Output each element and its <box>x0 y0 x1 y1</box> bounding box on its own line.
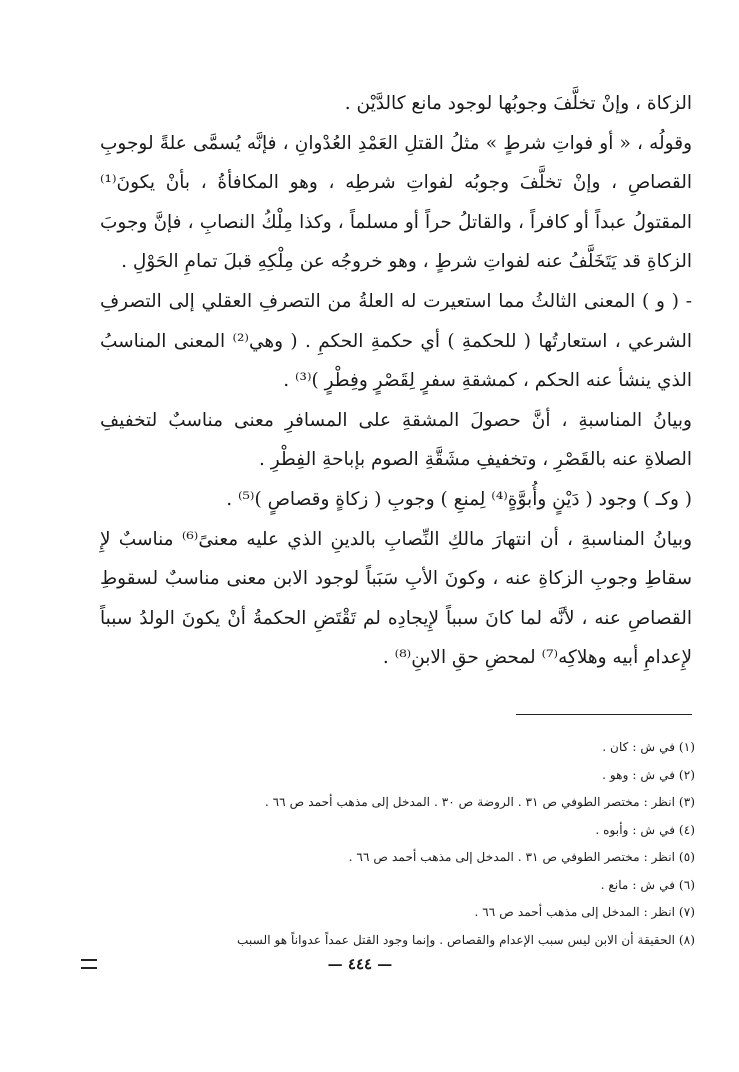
footnotes <box>95 734 695 954</box>
footnote-3: (٣) انظر : مختصر الطوفي ص ٣١ . الروضة ص ٣٠ . المدخل إلى مذهب أحمد ص ٦٦ . <box>264 795 695 809</box>
paragraph-4: وبيانُ المناسبةِ ، أنَّ حصولَ المشقةِ على المسافرِ معنى مناسبٌ لتخفيفِ الصلاةِ عنه بالقَصْرِ ، وتخفيفِ مشَقَّةِ الصوم بإباحةِ الفِطْرِ . <box>100 409 692 471</box>
paragraph-3: - ( و ) المعنى الثالثُ مما استعيرت له العلةُ من التصرفِ العقلي إلى التصرفِ الشرعي ، استعارتُها ( للحكمةِ ) أي حكمةِ الحكمِ . ( وهي⁽²⁾ المعنى المناسبُ الذي ينشأ عنه الحكم ، كمشقةِ سفرٍ لِقَصْرٍ وفِطْرٍ )⁽³⁾ . <box>100 290 693 392</box>
footnote-8: (٨) الحقيقة أن الابن ليس سبب الإعدام والقصاص . وإنما وجود القتل عمداً عدواناً هو السبب <box>236 932 695 947</box>
footnote-6: (٦) في ش : مانع . <box>600 877 695 892</box>
footnote-4: (٤) في ش : وأبوه . <box>595 822 695 837</box>
footnote-7: (٧) انظر : المدخل إلى مذهب أحمد ص ٦٦ . <box>474 905 695 919</box>
footnote-2: (٢) في ش : وهو . <box>602 767 695 782</box>
page-number: — ٤٤٤ — <box>327 955 393 973</box>
footnote-separator <box>516 714 692 715</box>
footnote-5: (٥) انظر : مختصر الطوفي ص ٣١ . المدخل إلى مذهب أحمد ص ٦٦ . <box>348 850 695 864</box>
footnote-1: (١) في ش : كان . <box>602 740 695 754</box>
paragraph-5: ( وكـ ) وجود ( دَيْنٍ وأُبوَّةٍ⁽⁴⁾ لِمنعِ ) وجوبِ ( زكاةٍ وقصاصٍ )⁽⁵⁾ . <box>226 488 692 510</box>
continuation-mark <box>81 959 97 969</box>
paragraph-6: وبيانُ المناسبةِ ، أن انتهارَ مالكِ النِّصابِ بالدينِ الذي عليه معنىً⁽⁶⁾ مناسبٌ لإِ سقاطِ وجوبِ الزكاةِ عنه ، وكونَ الأبِ سَبَباً لوجود الابن معنى مناسبٌ لسقوطِ القصاصِ عنه ، لأنَّه لما كانَ سبباً لإِيجادِه لم تَقْتَضِ الحكمةُ أنْ يكونَ الولدُ سبباً لإِعدامِ أبيه وهلاكِه⁽⁷⁾ لمحضِ حقِ الابنِ⁽⁸⁾ . <box>100 528 692 669</box>
paragraph-1: الزكاة ، وإنْ تخلَّفَ وجوبُها لوجود مانع كالدَّيْن . <box>344 93 692 114</box>
main-text <box>100 84 692 678</box>
paragraph-2: وقولُه ، « أو فواتِ شرطٍ » مثلُ القتلِ العَمْدِ العُدْوانِ ، فإنَّه يُسمَّى علةً لوجوبِ القصاصِ ، وإنْ تخلَّفَ وجوبُه لفواتِ شرطِه ، وهو المكافأةُ ، بأنْ يكونَ⁽¹⁾ المقتولُ عبداً أو كافراً ، والقاتلُ حراً أو مسلماً ، وكذا مِلْكُ النصابِ ، فإنَّ وجوبَ الزكاةِ قد يَتَخَلَّفُ عنه لفواتِ شرطٍ ، وهو خروجُه عن مِلْكِهِ قبلَ تمامِ الحَوْلِ . <box>100 132 692 273</box>
